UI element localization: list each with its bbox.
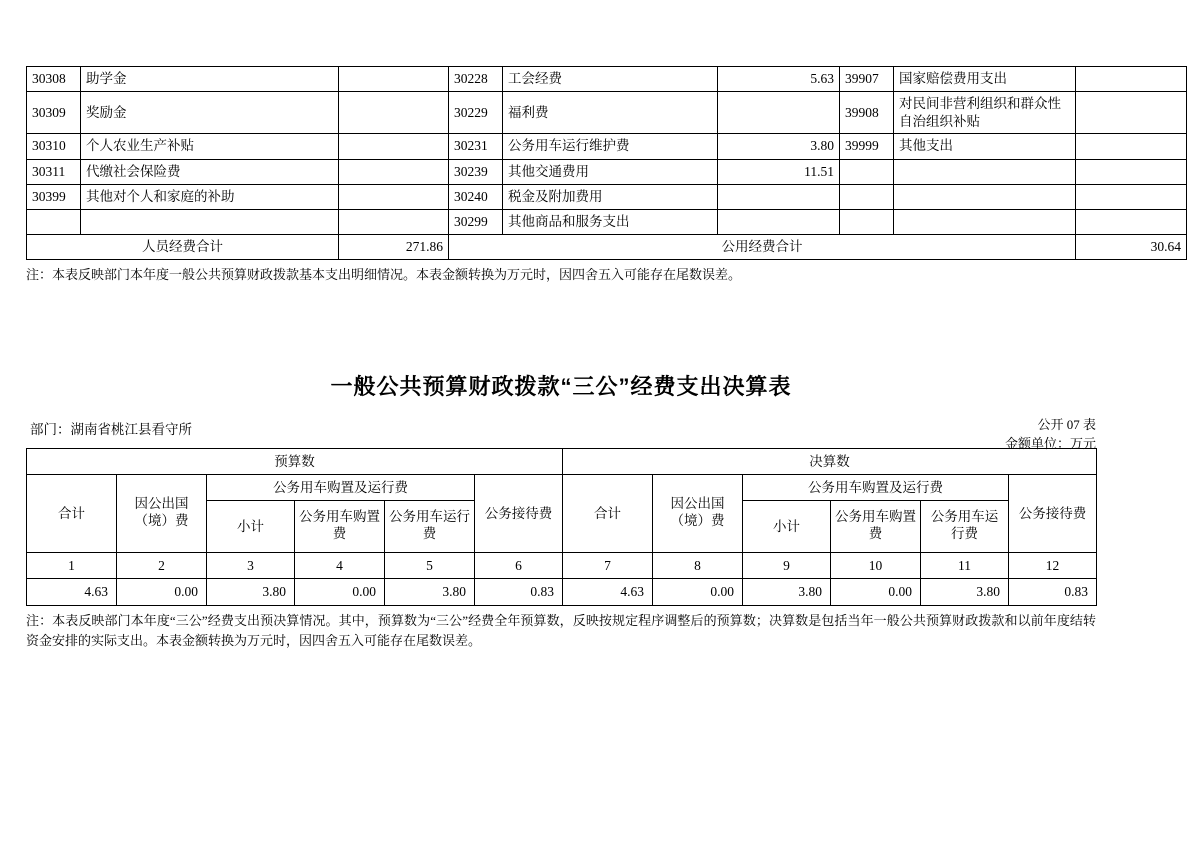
row-name: 公务用车运行维护费 [503,134,718,159]
row-code [840,184,894,209]
col-number: 2 [117,552,207,578]
header-final-reception: 公务接待费 [1009,474,1097,552]
row-value: 11.51 [718,159,840,184]
value-cell: 0.00 [117,578,207,605]
row-name: 国家赔偿费用支出 [894,67,1076,92]
col-number: 9 [743,552,831,578]
table-header-row [27,474,1097,500]
header-final-group: 决算数 [563,448,1097,474]
header-final-total: 合计 [563,474,653,552]
row-value: 3.80 [718,134,840,159]
document-page [0,66,1181,859]
row-code: 39999 [840,134,894,159]
sangong-section [26,370,1096,652]
row-value [339,159,449,184]
row-code: 39908 [840,92,894,134]
row-name: 个人农业生产补贴 [81,134,339,159]
row-value [718,209,840,234]
row-code: 30231 [449,134,503,159]
value-cell: 0.83 [1009,578,1097,605]
header-final-vehicle-sub: 小计 [743,500,831,552]
basic-expenditure-table [26,66,1187,260]
value-cell: 3.80 [385,578,475,605]
row-code: 30299 [449,209,503,234]
row-value [1076,67,1187,92]
column-number-row [27,552,1097,578]
row-value [1076,134,1187,159]
table-row [27,134,1187,159]
header-budget-abroad: 因公出国（境）费 [117,474,207,552]
col-number: 11 [921,552,1009,578]
row-code [840,159,894,184]
row-name: 奖励金 [81,92,339,134]
row-value [718,92,840,134]
row-code: 30308 [27,67,81,92]
row-value [339,92,449,134]
header-budget-vehicle-sub: 小计 [207,500,295,552]
value-cell: 0.00 [831,578,921,605]
col-number: 1 [27,552,117,578]
table-header-row [27,448,1097,474]
row-code: 30239 [449,159,503,184]
row-value [1076,209,1187,234]
row-name [894,159,1076,184]
value-cell: 3.80 [743,578,831,605]
row-value [1076,184,1187,209]
row-value [718,184,840,209]
row-name: 其他支出 [894,134,1076,159]
table1-note: 注：本表反映部门本年度一般公共预算财政拨款基本支出明细情况。本表金额转换为万元时，因四舍五入可能存在尾数误差。 [26,267,742,283]
row-value [339,209,449,234]
public-total-label: 公用经费合计 [449,235,1076,260]
row-code [840,209,894,234]
table-total-row [27,235,1187,260]
header-budget-vehicle-purchase: 公务用车购置费 [295,500,385,552]
personnel-total-value: 271.86 [339,235,449,260]
value-cell: 3.80 [921,578,1009,605]
row-name [894,184,1076,209]
row-code: 30229 [449,92,503,134]
basic-expenditure-table-section [26,66,1181,286]
col-number: 5 [385,552,475,578]
table-row [27,578,1097,605]
row-code: 30310 [27,134,81,159]
row-code [27,209,81,234]
amount-unit: 金额单位：万元 [1004,436,1096,452]
value-cell: 4.63 [563,578,653,605]
header-budget-vehicle-group: 公务用车购置及运行费 [207,474,475,500]
public-total-value: 30.64 [1076,235,1187,260]
row-name: 工会经费 [503,67,718,92]
sangong-note: 注：本表反映部门本年度“三公”经费支出预决算情况。其中，预算数为“三公”经费全年预算数，反映按规定程序调整后的预算数；决算数是包括当年一般公共预算财政拨款和以前年度结转资金安排的实际支出。本表金额转换为万元时，因四舍五入可能存在尾数误差。 [26,612,1096,648]
row-value [1076,92,1187,134]
row-name: 助学金 [81,67,339,92]
row-name: 税金及附加费用 [503,184,718,209]
col-number: 4 [295,552,385,578]
header-budget-total: 合计 [27,474,117,552]
header-budget-reception: 公务接待费 [475,474,563,552]
row-code: 39907 [840,67,894,92]
table-row [27,92,1187,134]
row-value [339,134,449,159]
col-number: 10 [831,552,921,578]
header-budget-group: 预算数 [27,448,563,474]
header-final-vehicle-group: 公务用车购置及运行费 [743,474,1009,500]
row-name [894,209,1076,234]
table-row [27,209,1187,234]
row-name: 福利费 [503,92,718,134]
table-row [27,67,1187,92]
row-code: 30240 [449,184,503,209]
form-number: 公开 07 表 [1037,416,1096,432]
value-cell: 0.83 [475,578,563,605]
col-number: 8 [653,552,743,578]
value-cell: 3.80 [207,578,295,605]
value-cell: 0.00 [653,578,743,605]
header-final-vehicle-purchase: 公务用车购置费 [831,500,921,552]
col-number: 6 [475,552,563,578]
row-value [339,67,449,92]
row-name [81,209,339,234]
row-value [1076,159,1187,184]
value-cell: 4.63 [27,578,117,605]
table-row [27,159,1187,184]
row-name: 其他对个人和家庭的补助 [81,184,339,209]
col-number: 3 [207,552,295,578]
header-final-abroad: 因公出国（境）费 [653,474,743,552]
header-budget-vehicle-run: 公务用车运行费 [385,500,475,552]
sangong-table [26,448,1097,606]
page-title: 一般公共预算财政拨款“三公”经费支出决算表 [330,373,792,399]
row-name: 其他交通费用 [503,159,718,184]
row-code: 30399 [27,184,81,209]
header-final-vehicle-run: 公务用车运行费 [921,500,1009,552]
value-cell: 0.00 [295,578,385,605]
table-row [27,184,1187,209]
col-number: 12 [1009,552,1097,578]
row-code: 30228 [449,67,503,92]
row-name: 其他商品和服务支出 [503,209,718,234]
row-code: 30309 [27,92,81,134]
row-name: 对民间非营利组织和群众性自治组织补贴 [894,92,1076,134]
row-value: 5.63 [718,67,840,92]
row-code: 30311 [27,159,81,184]
row-value [339,184,449,209]
personnel-total-label: 人员经费合计 [27,235,339,260]
row-name: 代缴社会保险费 [81,159,339,184]
col-number: 7 [563,552,653,578]
department-label: 部门：湖南省桃江县看守所 [30,421,192,437]
